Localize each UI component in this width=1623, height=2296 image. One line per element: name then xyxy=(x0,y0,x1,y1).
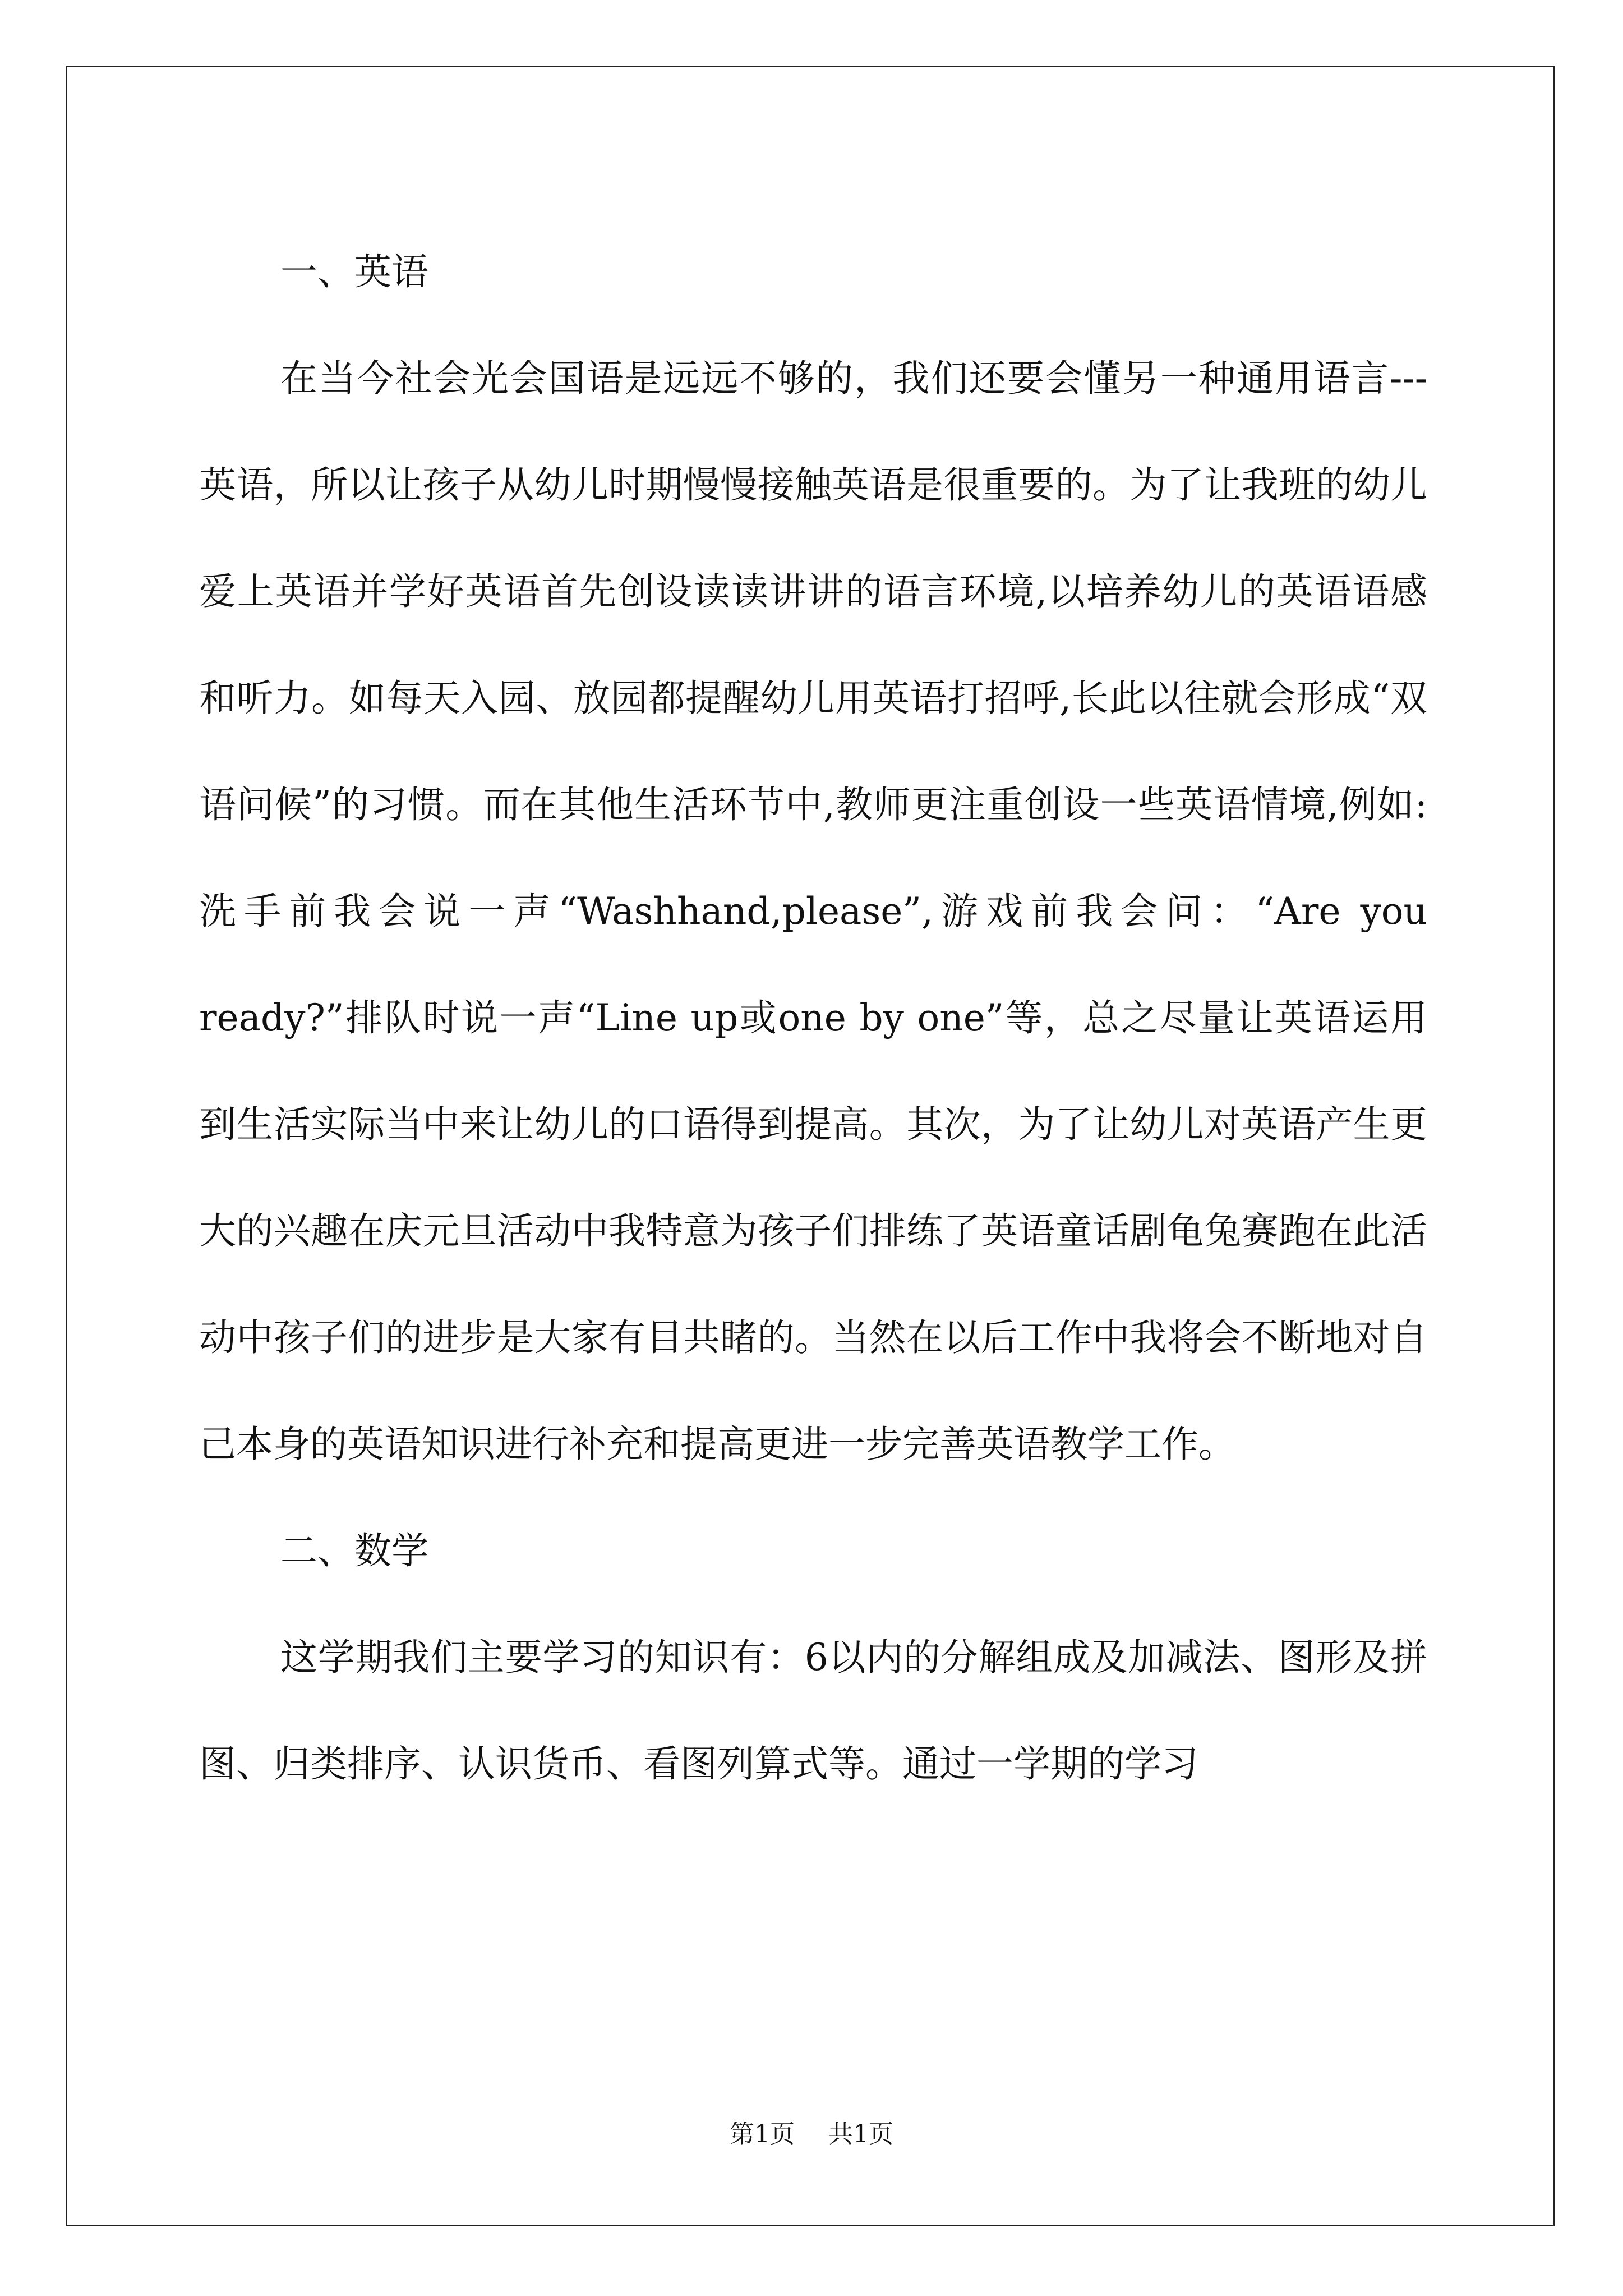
paragraph-math: 这学期我们主要学习的知识有：6以内的分解组成及加减法、图形及拼图、归类排序、认识货币、看图列算式等。通过一学期的学习 xyxy=(199,1636,1427,1786)
section-heading-english: 一、英语 xyxy=(280,250,428,293)
page-number: 第1页 xyxy=(730,2120,795,2148)
section-heading-math: 二、数学 xyxy=(280,1529,428,1572)
page-total: 共1页 xyxy=(828,2120,893,2148)
paragraph-english: 在当今社会光会国语是远远不够的，我们还要会懂另一种通用语言---英语，所以让孩子从幼儿时期慢慢接触英语是很重要的。为了让我班的幼儿爱上英语并学好英语首先创设读读讲讲的语言环境,以培养幼儿的英语语感和听力。如每天入园、放园都提醒幼儿用英语打招呼,长此以往就会形成“双语问候”的习惯。而在其他生活环节中,教师更注重创设一些英语情境,例如:洗手前我会说一声“Washhand,please”,游戏前我会问：“Are you ready?”排队时说一声“Line up或one by one”等，总之尽量让英语运用到生活实际当中来让幼儿的口语得到提高。其次，为了让幼儿对英语产生更大的兴趣在庆元旦活动中我特意为孩子们排练了英语童话剧龟兔赛跑在此活动中孩子们的进步是大家有目共睹的。当然在以后工作中我将会不断地对自己本身的英语知识进行补充和提高更进一步完善英语教学工作。 xyxy=(199,357,1427,1466)
document-body xyxy=(199,219,1427,1818)
page-footer xyxy=(0,2114,1623,2150)
